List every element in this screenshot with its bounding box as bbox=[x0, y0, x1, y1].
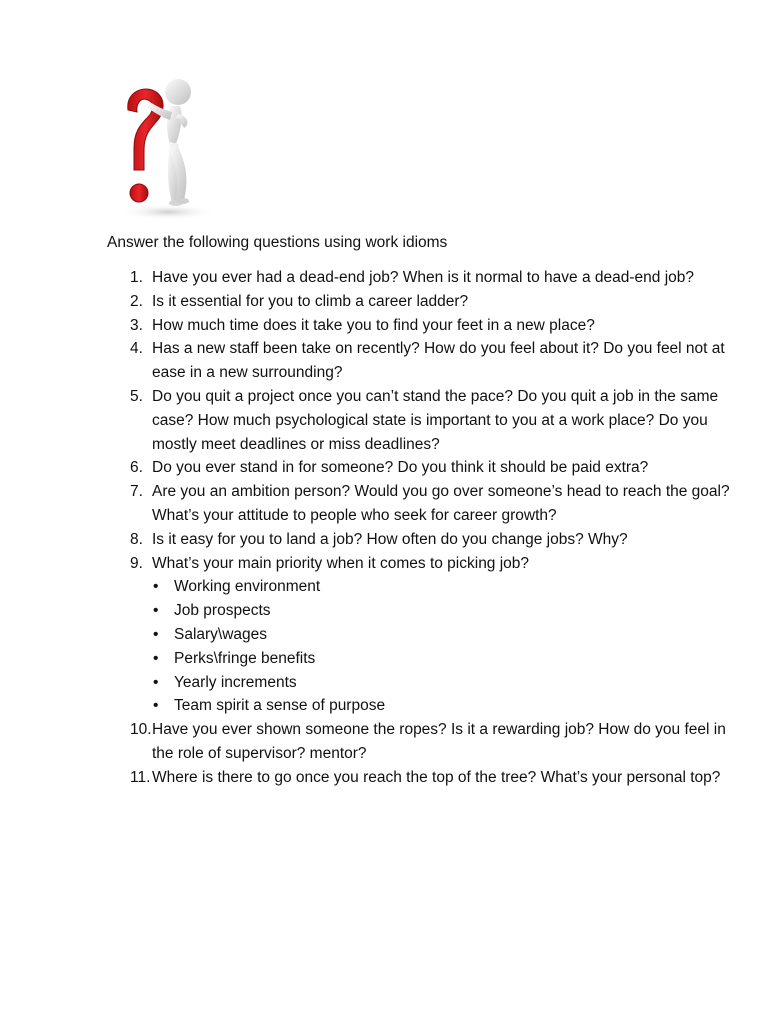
bullet-icon: • bbox=[153, 697, 159, 715]
question-number: 4. bbox=[130, 340, 143, 358]
question-text: Where is there to go once you reach the top of the tree? What’s your personal top? bbox=[152, 768, 721, 786]
question-item bbox=[130, 480, 730, 528]
question-number: 11. bbox=[130, 768, 151, 786]
question-number: 6. bbox=[130, 459, 143, 477]
question-text: Have you ever had a dead-end job? When is it normal to have a dead-end job? bbox=[152, 269, 694, 286]
bullet-item bbox=[152, 671, 730, 695]
bullet-icon: • bbox=[153, 602, 159, 620]
question-number: 10. bbox=[130, 721, 152, 739]
bullet-item bbox=[152, 647, 730, 671]
question-text: Have you ever shown someone the ropes? Is it a rewarding job? How do you feel in the role of supervisor? mentor? bbox=[152, 721, 726, 762]
bullet-text: Team spirit a sense of purpose bbox=[174, 697, 386, 715]
bullet-text: Perks\fringe benefits bbox=[174, 649, 316, 667]
bullet-icon: • bbox=[153, 649, 159, 667]
question-text: Is it essential for you to climb a career ladder? bbox=[152, 292, 469, 310]
question-item bbox=[130, 314, 730, 338]
question-number: 8. bbox=[130, 530, 143, 548]
instructions-text: Answer the following questions using work idioms bbox=[107, 234, 448, 251]
question-item bbox=[130, 266, 730, 290]
question-text: Are you an ambition person? Would you go over someone’s head to reach the goal? What’s your attitude to people who seek for career growth? bbox=[152, 483, 730, 524]
question-text: Has a new staff been take on recently? How do you feel about it? Do you feel not at ease in a new surrounding? bbox=[152, 340, 725, 382]
question-item bbox=[130, 766, 730, 790]
question-item bbox=[130, 456, 730, 480]
question-number: 3. bbox=[130, 316, 143, 334]
bullet-text: Job prospects bbox=[174, 602, 271, 620]
bullet-item bbox=[152, 694, 730, 718]
question-number: 9. bbox=[130, 554, 143, 572]
question-text: How much time does it take you to find your feet in a new place? bbox=[152, 316, 595, 334]
question-item bbox=[130, 385, 730, 456]
question-item bbox=[130, 528, 730, 552]
question-number: 2. bbox=[130, 292, 143, 310]
bullet-item bbox=[152, 599, 730, 623]
question-number: 7. bbox=[130, 483, 143, 501]
question-item bbox=[130, 337, 730, 385]
question-text: Is it easy for you to land a job? How often do you change jobs? Why? bbox=[152, 530, 628, 548]
question-number: 1. bbox=[130, 269, 143, 286]
bullet-item bbox=[152, 623, 730, 647]
question-number: 5. bbox=[130, 387, 143, 405]
bullet-icon: • bbox=[153, 578, 159, 596]
question-item bbox=[130, 290, 730, 314]
question-text: What’s your main priority when it comes to picking job? bbox=[152, 554, 530, 572]
question-list bbox=[130, 266, 730, 790]
bullet-icon: • bbox=[153, 673, 159, 691]
bullet-text: Salary\wages bbox=[174, 625, 268, 643]
bullet-text: Yearly increments bbox=[174, 673, 297, 691]
question-item bbox=[130, 552, 730, 719]
bullet-icon: • bbox=[153, 625, 159, 643]
bullet-item bbox=[152, 575, 730, 599]
question-text: Do you ever stand in for someone? Do you think it should be paid extra? bbox=[152, 459, 649, 477]
question-text: Do you quit a project once you can’t stand the pace? Do you quit a job in the same case? How much psychological state is important to you at a work place? Do you mostly meet deadlines or miss deadlines? bbox=[152, 387, 719, 453]
priority-bullet-list bbox=[152, 575, 730, 718]
bullet-text: Working environment bbox=[174, 578, 321, 596]
thinking-figure-question-mark-icon bbox=[106, 70, 230, 222]
question-item bbox=[130, 718, 730, 766]
